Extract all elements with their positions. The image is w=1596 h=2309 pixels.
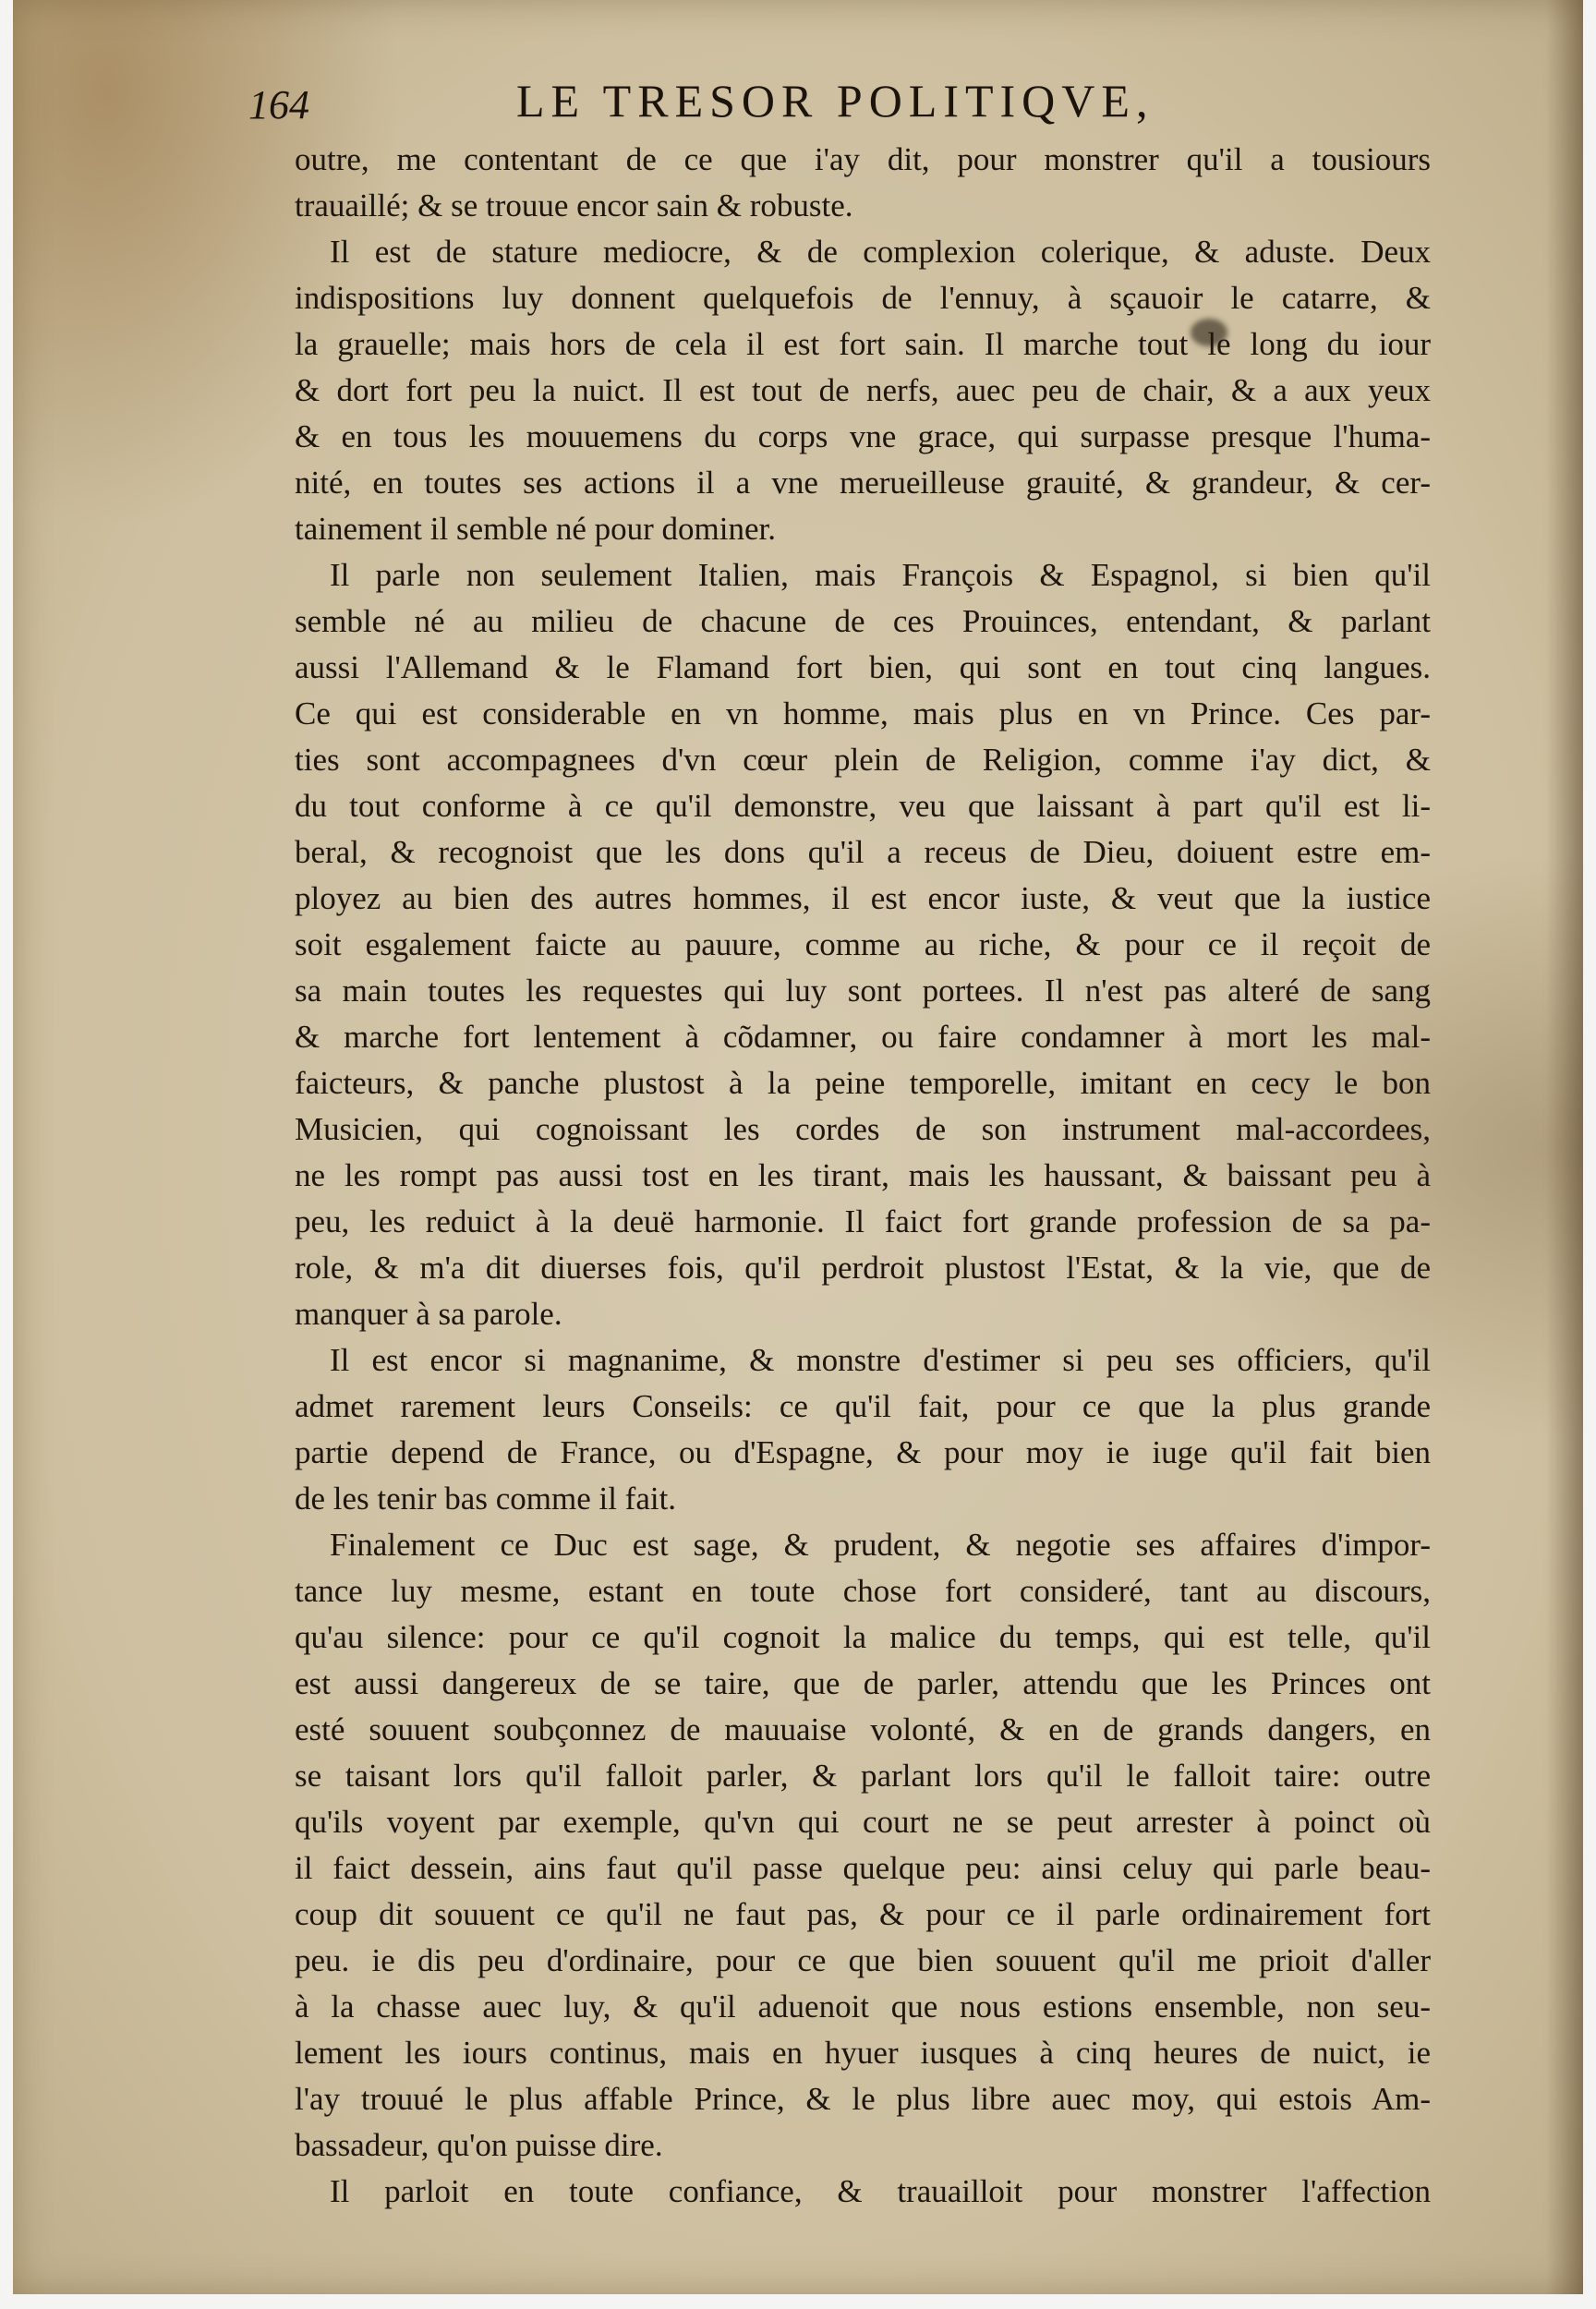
text-line: tance luy mesme, estant en toute chose fort consideré, tant au discours, [295,1573,1431,1609]
text-line: est aussi dangereux de se taire, que de parler, attendu que les Princes ont [295,1665,1431,1701]
text-line: peu. ie dis peu d'ordinaire, pour ce que bien souuent qu'il me prioit d'aller [295,1942,1431,1978]
text-line: lement les iours continus, mais en hyuer iusques à cinq heures de nuict, ie [295,2035,1431,2071]
text-line: qu'ils voyent par exemple, qu'vn qui court ne se peut arrester à poinct où [295,1804,1431,1840]
text-line: l'ay trouué le plus affable Prince, & le plus libre auec moy, qui estois Am- [295,2081,1431,2117]
text-line: ne les rompt pas aussi tost en les tirant, mais les haussant, & baissant peu à [295,1157,1431,1193]
text-line: peu, les reduict à la deuë harmonie. Il faict fort grande profession de sa pa- [295,1203,1431,1239]
body-text [295,137,1431,2215]
text-line: sa main toutes les requestes qui luy sont portees. Il n'est pas alteré de sang [295,973,1431,1009]
text-line: se taisant lors qu'il falloit parler, & parlant lors qu'il le falloit taire: outre [295,1758,1431,1794]
text-line: soit esgalement faicte au pauure, comme au riche, & pour ce il reçoit de [295,926,1431,962]
text-line: manquer à sa parole. [295,1296,562,1332]
text-line: à la chasse auec luy, & qu'il aduenoit que nous estions ensemble, non seu- [295,1989,1431,2025]
text-line: outre, me contentant de ce que i'ay dit, pour monstrer qu'il a tousiours [295,141,1431,177]
paragraph-start-line: Finalement ce Duc est sage, & prudent, & negotie ses affaires d'impor- [330,1527,1431,1563]
text-line: esté souuent soubçonnez de mauuaise volonté, & en de grands dangers, en [295,1711,1431,1747]
paragraph-start-line: Il est de stature mediocre, & de complexion colerique, & aduste. Deux [330,234,1431,270]
text-line: admet rarement leurs Conseils: ce qu'il fait, pour ce que la plus grande [295,1388,1431,1424]
paragraph-start-line: Il est encor si magnanime, & monstre d'estimer si peu ses officiers, qu'il [330,1342,1431,1378]
text-line: & marche fort lentement à cõdamner, ou faire condamner à mort les mal- [295,1019,1431,1055]
text-line: coup dit souuent ce qu'il ne faut pas, & pour ce il parle ordinairement fort [295,1896,1431,1932]
text-line: nité, en toutes ses actions il a vne merueilleuse grauité, & grandeur, & cer- [295,465,1431,501]
text-line: Ce qui est considerable en vn homme, mais plus en vn Prince. Ces par- [295,695,1431,731]
text-line: ployez au bien des autres hommes, il est encor iuste, & veut que la iustice [295,880,1431,916]
text-line: role, & m'a dit diuerses fois, qu'il perdroit plustost l'Estat, & la vie, que de [295,1250,1431,1286]
text-line: faicteurs, & panche plustost à la peine temporelle, imitant en cecy le bon [295,1065,1431,1101]
text-line: & en tous les mouuemens du corps vne grace, qui surpasse presque l'huma- [295,418,1431,454]
text-line: Musicien, qui cognoissant les cordes de son instrument mal-accordees, [295,1111,1431,1147]
text-line: la grauelle; mais hors de cela il est fort sain. Il marche tout le long du iour [295,326,1431,362]
text-line: de les tenir bas comme il fait. [295,1481,677,1517]
page-number: 164 [248,82,309,127]
text-line: qu'au silence: pour ce qu'il cognoit la malice du temps, qui est telle, qu'il [295,1619,1431,1655]
text-line: trauaillé; & se trouue encor sain & robuste. [295,187,853,224]
book-page [13,0,1583,2294]
text-line: ties sont accompagnees d'vn cœur plein de Religion, comme i'ay dict, & [295,742,1431,778]
running-title: LE TRESOR POLITIQVE, [516,75,1155,127]
text-line: aussi l'Allemand & le Flamand fort bien, qui sont en tout cinq langues. [295,649,1431,685]
text-line: bassadeur, qu'on puisse dire. [295,2127,663,2163]
page-header [13,74,1583,129]
page-gutter-shadow [1546,0,1583,2294]
text-line: partie depend de France, ou d'Espagne, & pour moy ie iuge qu'il fait bien [295,1434,1431,1470]
text-line: & dort fort peu la nuict. Il est tout de nerfs, auec peu de chair, & a aux yeux [295,372,1431,408]
text-line: tainement il semble né pour dominer. [295,511,776,547]
paragraph-start-line: Il parle non seulement Italien, mais François & Espagnol, si bien qu'il [330,557,1431,593]
paragraph-start-line: Il parloit en toute confiance, & trauailloit pour monstrer l'affection [330,2173,1431,2209]
text-line: semble né au milieu de chacune de ces Prouinces, entendant, & parlant [295,603,1431,639]
text-line: indispositions luy donnent quelquefois de l'ennuy, à sçauoir le catarre, & [295,280,1431,316]
text-line: du tout conforme à ce qu'il demonstre, veu que laissant à part qu'il est li- [295,788,1431,824]
text-line: beral, & recognoist que les dons qu'il a receus de Dieu, doiuent estre em- [295,834,1431,870]
text-line: il faict dessein, ains faut qu'il passe quelque peu: ainsi celuy qui parle beau- [295,1850,1431,1886]
